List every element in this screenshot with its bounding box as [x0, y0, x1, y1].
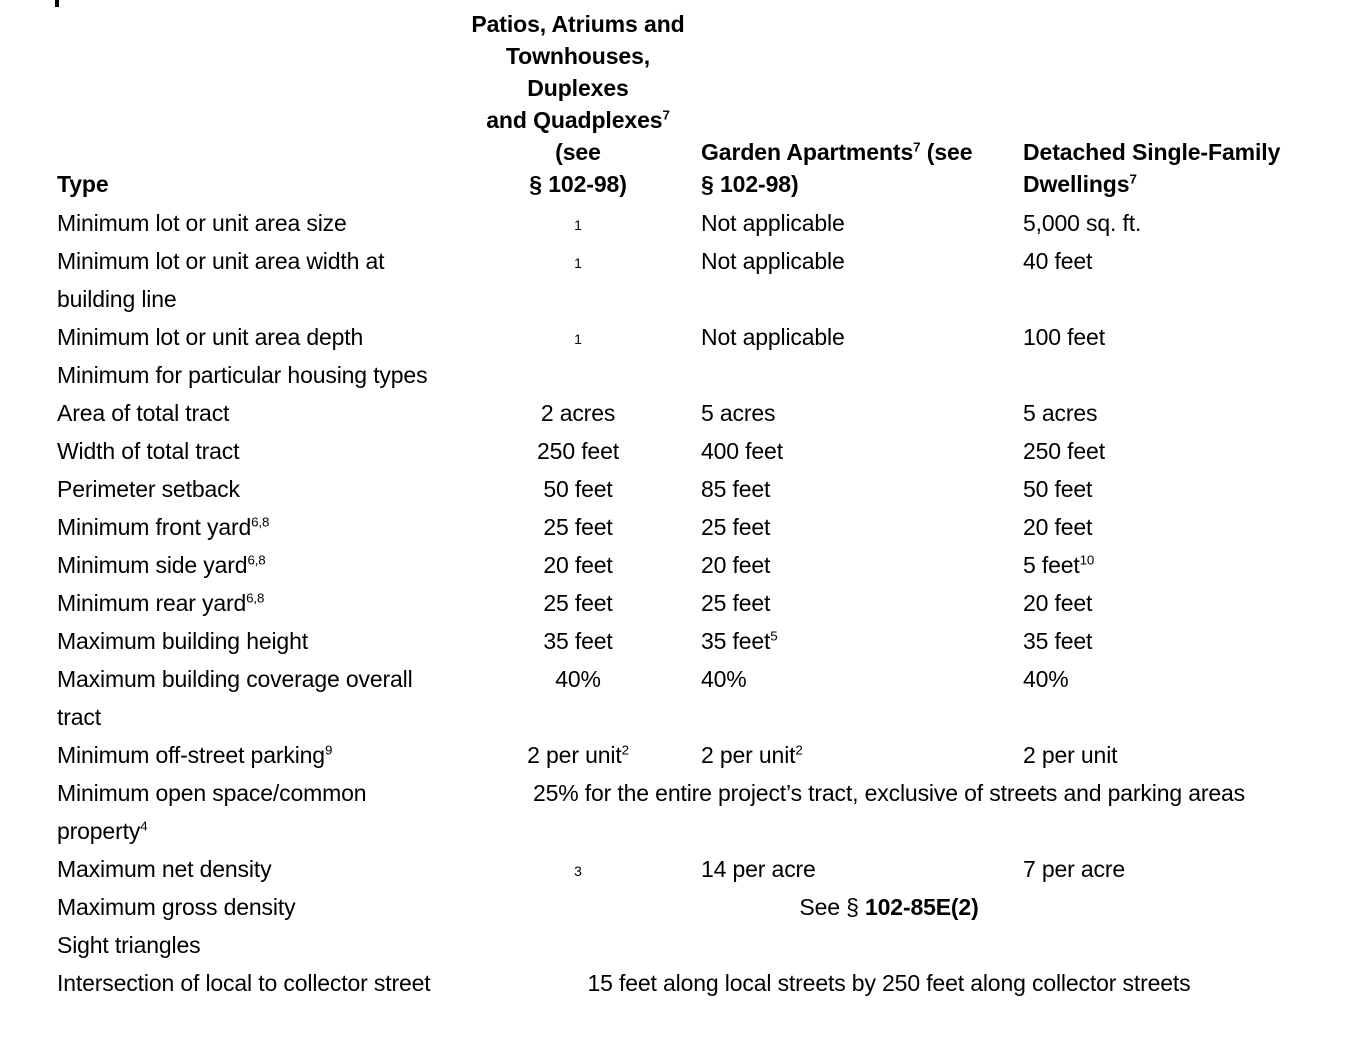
row-value-spanning	[463, 964, 1315, 1002]
row-value-detached-single-family	[1015, 432, 1315, 470]
row-label-footnote: 4	[140, 818, 148, 834]
row-value-prefix: See §	[799, 894, 866, 920]
row-value-detached-single-family-text: 5 feet	[1023, 552, 1080, 578]
row-label-text: Minimum open space/common property	[57, 780, 367, 844]
col2-header-line1: Garden Apartments	[701, 139, 914, 165]
table-row	[57, 242, 1315, 318]
col1-header-line1: Patios, Atriums and	[471, 11, 685, 37]
row-value-patios-townhouses	[463, 508, 693, 546]
row-value-garden-apartments	[693, 204, 1015, 242]
row-label	[57, 508, 463, 546]
row-label-footnote: 9	[324, 742, 333, 758]
row-value-patios-townhouses-text: 2 per unit	[527, 742, 622, 768]
row-value-garden-apartments-text: 2 per unit	[701, 742, 796, 768]
col1-header-line2: Townhouses, Duplexes	[505, 43, 651, 101]
row-value-garden-apartments-text: 25 feet	[701, 590, 771, 616]
row-label	[57, 318, 463, 356]
row-value-garden-apartments	[693, 318, 1015, 356]
table-row	[57, 470, 1315, 508]
table-header	[57, 8, 1315, 204]
row-label-text: Minimum off-street parking	[57, 742, 325, 768]
row-label	[57, 736, 463, 774]
row-label	[57, 432, 463, 470]
row-label	[57, 204, 463, 242]
row-value-spanning-text: 25% for the entire project’s tract, exclusive of streets and parking areas	[532, 780, 1246, 806]
row-label	[57, 850, 463, 888]
row-label-footnote: 6,8	[247, 552, 266, 568]
row-value-detached-single-family-text: 40%	[1023, 666, 1069, 692]
row-label-text: Minimum lot or unit area depth	[57, 324, 364, 350]
row-value-patios-townhouses	[463, 584, 693, 622]
row-value-patios-townhouses-text: 50 feet	[543, 476, 613, 502]
row-label	[57, 888, 463, 926]
row-value-detached-single-family	[1015, 660, 1315, 736]
row-value-patios-townhouses	[463, 546, 693, 584]
row-value-garden-apartments-text: Not applicable	[701, 210, 845, 236]
row-value-detached-single-family-text: 7 per acre	[1023, 856, 1126, 882]
row-value-garden-apartments	[693, 508, 1015, 546]
row-value-patios-townhouses-text: 250 feet	[537, 438, 619, 464]
row-value-detached-single-family-text: 5,000 sq. ft.	[1023, 210, 1142, 236]
row-value-patios-townhouses	[463, 356, 693, 394]
row-value-garden-apartments	[693, 660, 1015, 736]
row-value-detached-single-family-footnote: 10	[1079, 552, 1095, 568]
row-label-text: Maximum gross density	[57, 894, 296, 920]
row-value-patios-townhouses-text: 25 feet	[543, 514, 613, 540]
row-value-detached-single-family-text: 50 feet	[1023, 476, 1093, 502]
row-label-text: Perimeter setback	[57, 476, 240, 502]
header-row	[57, 8, 1315, 204]
table-row	[57, 584, 1315, 622]
row-label	[57, 622, 463, 660]
row-value-garden-apartments-text: 5 acres	[701, 400, 776, 426]
row-value-patios-townhouses	[463, 432, 693, 470]
table-row	[57, 432, 1315, 470]
row-label-text: Width of total tract	[57, 438, 240, 464]
row-value-garden-apartments	[693, 470, 1015, 508]
row-value-patios-townhouses	[463, 204, 693, 242]
row-value-detached-single-family	[1015, 356, 1315, 394]
row-label	[57, 964, 463, 1002]
row-value-garden-apartments-text: 400 feet	[701, 438, 783, 464]
row-value-garden-apartments-text: 35 feet	[701, 628, 771, 654]
row-label-footnote: 6,8	[246, 590, 265, 606]
row-value-detached-single-family	[1015, 242, 1315, 318]
row-label-text: Minimum side yard	[57, 552, 248, 578]
table-row	[57, 622, 1315, 660]
table-row	[57, 394, 1315, 432]
row-label-text: Minimum for particular housing types	[57, 362, 428, 388]
row-label-text: Maximum building coverage overall tract	[57, 666, 413, 730]
table-row	[57, 204, 1315, 242]
table-row	[57, 736, 1315, 774]
row-value-garden-apartments	[693, 850, 1015, 888]
row-value-detached-single-family	[1015, 584, 1315, 622]
row-value-patios-townhouses	[463, 660, 693, 736]
row-label-text: Maximum net density	[57, 856, 272, 882]
row-value-garden-apartments	[693, 242, 1015, 318]
row-value-garden-apartments-text: Not applicable	[701, 248, 845, 274]
row-label-text: Minimum lot or unit area width at building line	[57, 248, 385, 312]
row-value-patios-townhouses-text: 35 feet	[543, 628, 613, 654]
row-label-text: Intersection of local to collector street	[57, 970, 431, 996]
row-value-patios-townhouses	[463, 926, 693, 964]
row-value-detached-single-family-text: 100 feet	[1023, 324, 1105, 350]
row-value-garden-apartments-text: Not applicable	[701, 324, 845, 350]
row-value-garden-apartments-text: 25 feet	[701, 514, 771, 540]
row-value-garden-apartments	[693, 546, 1015, 584]
zoning-standards-table	[57, 8, 1315, 1002]
row-value-garden-apartments-text: 85 feet	[701, 476, 771, 502]
row-value-patios-townhouses-text: 1	[574, 217, 582, 233]
column-header-garden-apartments	[693, 8, 1015, 204]
row-value-detached-single-family-text: 5 acres	[1023, 400, 1098, 426]
row-value-patios-townhouses	[463, 318, 693, 356]
row-value-detached-single-family	[1015, 318, 1315, 356]
row-value-garden-apartments-text: 20 feet	[701, 552, 771, 578]
row-value-detached-single-family	[1015, 546, 1315, 584]
row-label-text: Maximum building height	[57, 628, 308, 654]
row-label	[57, 926, 463, 964]
col3-header-line1: Detached Single-Family	[1023, 139, 1281, 165]
row-value-spanning	[463, 888, 1315, 926]
row-value-spanning-text: 15 feet along local streets by 250 feet along collector streets	[587, 970, 1191, 996]
table-row	[57, 508, 1315, 546]
row-value-patios-townhouses-text: 40%	[555, 666, 601, 692]
row-value-garden-apartments-text: 40%	[701, 666, 747, 692]
row-value-garden-apartments	[693, 584, 1015, 622]
col3-header-footnote: 7	[1129, 171, 1137, 187]
row-value-detached-single-family-text: 35 feet	[1023, 628, 1093, 654]
row-value-detached-single-family	[1015, 394, 1315, 432]
row-value-detached-single-family-text: 2 per unit	[1023, 742, 1118, 768]
table-row	[57, 356, 1315, 394]
row-value-spanning	[463, 774, 1315, 850]
table-body	[57, 204, 1315, 1002]
row-value-detached-single-family	[1015, 508, 1315, 546]
row-value-detached-single-family	[1015, 850, 1315, 888]
clipped-glyph-remnant	[55, 0, 59, 7]
row-value-garden-apartments	[693, 394, 1015, 432]
col2-header-footnote: 7	[913, 139, 921, 155]
row-value-patios-townhouses	[463, 394, 693, 432]
row-value-detached-single-family	[1015, 926, 1315, 964]
row-value-garden-apartments	[693, 432, 1015, 470]
row-label	[57, 774, 463, 850]
row-value-section-reference: 102-85E(2)	[865, 894, 979, 920]
table-row	[57, 964, 1315, 1002]
row-label	[57, 546, 463, 584]
table-row	[57, 850, 1315, 888]
column-header-patios-townhouses	[463, 8, 693, 204]
col1-header-footnote: 7	[662, 107, 670, 123]
table-row	[57, 774, 1315, 850]
column-header-type-label: Type	[57, 171, 109, 197]
row-value-detached-single-family-text: 250 feet	[1023, 438, 1105, 464]
row-value-detached-single-family	[1015, 204, 1315, 242]
row-value-garden-apartments	[693, 622, 1015, 660]
col2-header-line2: § 102-98)	[701, 171, 799, 197]
row-label-text: Minimum front yard	[57, 514, 252, 540]
row-label	[57, 470, 463, 508]
row-label	[57, 660, 463, 736]
col1-header-line4: § 102-98)	[529, 171, 627, 197]
row-value-garden-apartments-footnote: 2	[795, 742, 803, 758]
row-value-patios-townhouses	[463, 622, 693, 660]
row-label	[57, 356, 463, 394]
row-value-patios-townhouses-text: 1	[574, 331, 582, 347]
row-value-detached-single-family	[1015, 622, 1315, 660]
table-row	[57, 318, 1315, 356]
row-value-garden-apartments	[693, 736, 1015, 774]
row-value-garden-apartments-text: 14 per acre	[701, 856, 816, 882]
row-value-patios-townhouses	[463, 242, 693, 318]
row-value-patios-townhouses-text: 2 acres	[540, 400, 616, 426]
col2-header-tail: (see	[920, 139, 973, 165]
row-label-text: Sight triangles	[57, 932, 201, 958]
table-row	[57, 546, 1315, 584]
row-value-patios-townhouses	[463, 850, 693, 888]
row-value-patios-townhouses	[463, 470, 693, 508]
row-value-detached-single-family	[1015, 470, 1315, 508]
table-row	[57, 926, 1315, 964]
row-value-garden-apartments	[693, 356, 1015, 394]
table-row	[57, 660, 1315, 736]
row-label-text: Minimum rear yard	[57, 590, 247, 616]
row-value-detached-single-family	[1015, 736, 1315, 774]
row-value-detached-single-family-text: 20 feet	[1023, 590, 1093, 616]
row-label-text: Area of total tract	[57, 400, 230, 426]
row-label	[57, 584, 463, 622]
col1-header-line3: and Quadplexes	[486, 107, 663, 133]
row-value-patios-townhouses-text: 1	[574, 255, 582, 271]
table-row	[57, 888, 1315, 926]
row-label	[57, 242, 463, 318]
row-label-text: Minimum lot or unit area size	[57, 210, 347, 236]
column-header-detached-single-family	[1015, 8, 1315, 204]
row-label-footnote: 6,8	[251, 514, 270, 530]
row-label	[57, 394, 463, 432]
row-value-patios-townhouses-text: 20 feet	[543, 552, 613, 578]
row-value-patios-townhouses-text: 25 feet	[543, 590, 613, 616]
row-value-detached-single-family-text: 40 feet	[1023, 248, 1093, 274]
row-value-patios-townhouses-footnote: 2	[621, 742, 629, 758]
row-value-patios-townhouses	[463, 736, 693, 774]
row-value-garden-apartments	[693, 926, 1015, 964]
col1-header-tail: (see	[555, 139, 601, 165]
column-header-type	[57, 8, 463, 204]
col3-header-line2: Dwellings	[1023, 171, 1130, 197]
row-value-garden-apartments-footnote: 5	[770, 628, 778, 644]
row-value-patios-townhouses-text: 3	[574, 863, 582, 879]
row-value-detached-single-family-text: 20 feet	[1023, 514, 1093, 540]
